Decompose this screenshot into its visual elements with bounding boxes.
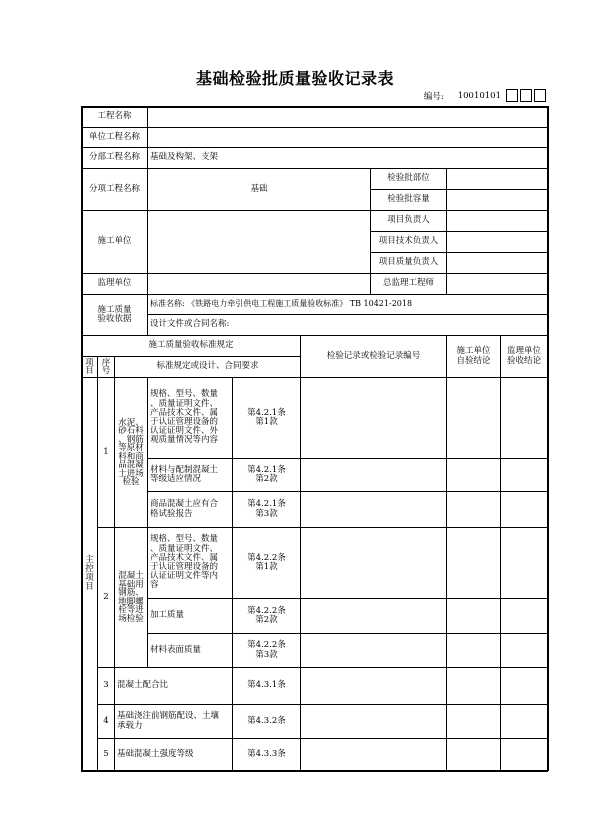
project-name-value[interactable] (148, 107, 547, 127)
record-cell[interactable] (301, 459, 446, 491)
sub-item-label: 分项工程名称 (88, 183, 140, 194)
item-1-row-1-requirement: 规格、型号、数量 、质量证明文件、 产品技术文件、属 于认证管理设备的 认证证明文件、外 观质量情况等内容 (150, 389, 219, 446)
record-cell[interactable] (301, 378, 446, 458)
standard-header: 施工质量验收标准规定 (148, 340, 234, 351)
item-1-name: 水泥、 砂石料 、钢筋 等原材 料和商 品混凝 土进场 检验 (118, 417, 144, 487)
chief-supervisor-label: 总监理工程师 (382, 278, 434, 289)
border-bottom (81, 770, 548, 772)
item-2-row-1-requirement: 规格、型号、数量 、质量证明文件、 产品技术文件、属 于认证管理设备的 认证证明文件等内 容 (150, 534, 219, 591)
item-5-clause: 第4.3.3条 (247, 748, 286, 759)
item-3-clause: 第4.3.1条 (247, 680, 286, 691)
record-column-header: 检验记录或检验记录编号 (326, 350, 421, 361)
supervision-unit-label: 监理单位 (97, 278, 132, 289)
item-4-clause: 第4.3.2条 (247, 715, 286, 726)
inspect-capacity-label: 检验批容量 (387, 194, 430, 205)
border-right (547, 106, 549, 771)
construction-result-header: 施工单位 自验结论 (456, 346, 491, 366)
item-1-row-3-requirement: 商品混凝土应有合 格试验报告 (150, 499, 219, 519)
item-2-seq: 2 (103, 591, 109, 602)
item-2-row-2-clause: 第4.2.2条 第2款 (247, 605, 286, 625)
record-cell[interactable] (301, 599, 446, 633)
item-1-row-1-clause: 第4.2.1条 第1款 (247, 407, 286, 427)
construction-unit-value[interactable] (148, 211, 370, 273)
record-cell[interactable] (301, 739, 446, 770)
item-4-name: 基础浇注前钢筋配设、土壤 承载力 (117, 711, 220, 731)
inspect-capacity-value[interactable] (447, 190, 547, 210)
record-cell[interactable] (301, 528, 446, 598)
item-5-name: 基础混凝土强度等级 (117, 748, 194, 759)
construction-result-cell[interactable] (447, 378, 500, 458)
requirement-column-header: 标准规定或设计、合同要求 (156, 361, 259, 372)
supervision-unit-value[interactable] (148, 274, 370, 294)
page-title: 基础检验批质量验收记录表 (195, 69, 394, 88)
division-value: 基础及构架、支架 (150, 152, 219, 163)
item-5-seq: 5 (103, 748, 109, 759)
project-name-label: 工程名称 (97, 111, 132, 122)
seq-column-header: 序 号 (101, 357, 111, 376)
item-4-seq: 4 (103, 715, 109, 726)
quality-leader-label: 项目质量负责人 (378, 257, 439, 268)
record-cell[interactable] (301, 705, 446, 738)
item-3-name: 混凝土配合比 (117, 680, 169, 691)
main-control-label: 主 控 项 目 (85, 555, 94, 592)
project-leader-label: 项目负责人 (387, 215, 430, 226)
supervision-result-cell[interactable] (501, 378, 547, 458)
item-3-seq: 3 (103, 680, 109, 691)
tech-leader-label: 项目技术负责人 (378, 236, 439, 247)
item-2-row-3-clause: 第4.2.2条 第3款 (247, 640, 286, 660)
supervision-result-header: 监理单位 验收结论 (506, 346, 541, 366)
code-number: 10010101 (457, 90, 501, 101)
code-label: 编号: (423, 91, 444, 102)
basis-label: 施工质量 验收依据 (97, 304, 132, 324)
unit-project-label: 单位工程名称 (88, 131, 140, 142)
item-2-name: 混凝土 基础用 钢筋、 地脚螺 栓等进 场检验 (118, 571, 144, 624)
item-1-row-2-clause: 第4.2.1条 第2款 (247, 464, 286, 484)
standard-name: 标准名称: 《铁路电力牵引供电工程施工质量验收标准》 TB 10421-2018 (150, 299, 413, 309)
record-cell[interactable] (301, 492, 446, 527)
record-cell[interactable] (301, 634, 446, 667)
item-2-row-2-requirement: 加工质量 (150, 610, 185, 621)
item-1-row-3-clause: 第4.2.1条 第3款 (247, 499, 286, 519)
contract-name: 设计文件或合同名称: (150, 319, 230, 330)
item-column-header: 项 目 (85, 357, 94, 376)
unit-project-value[interactable] (148, 128, 547, 147)
item-1-row-2-requirement: 材料与配制混凝土 等级适应情况 (150, 464, 219, 484)
item-2-row-1-clause: 第4.2.2条 第1款 (247, 552, 286, 572)
record-cell[interactable] (301, 668, 446, 704)
inspect-part-value[interactable] (447, 169, 547, 189)
item-1-seq: 1 (103, 446, 109, 457)
sub-item-value: 基础 (250, 183, 268, 194)
item-2-row-3-requirement: 材料表面质量 (150, 644, 202, 655)
inspect-part-label: 检验批部位 (387, 173, 430, 184)
division-label: 分部工程名称 (88, 152, 140, 163)
construction-unit-label: 施工单位 (97, 236, 132, 247)
